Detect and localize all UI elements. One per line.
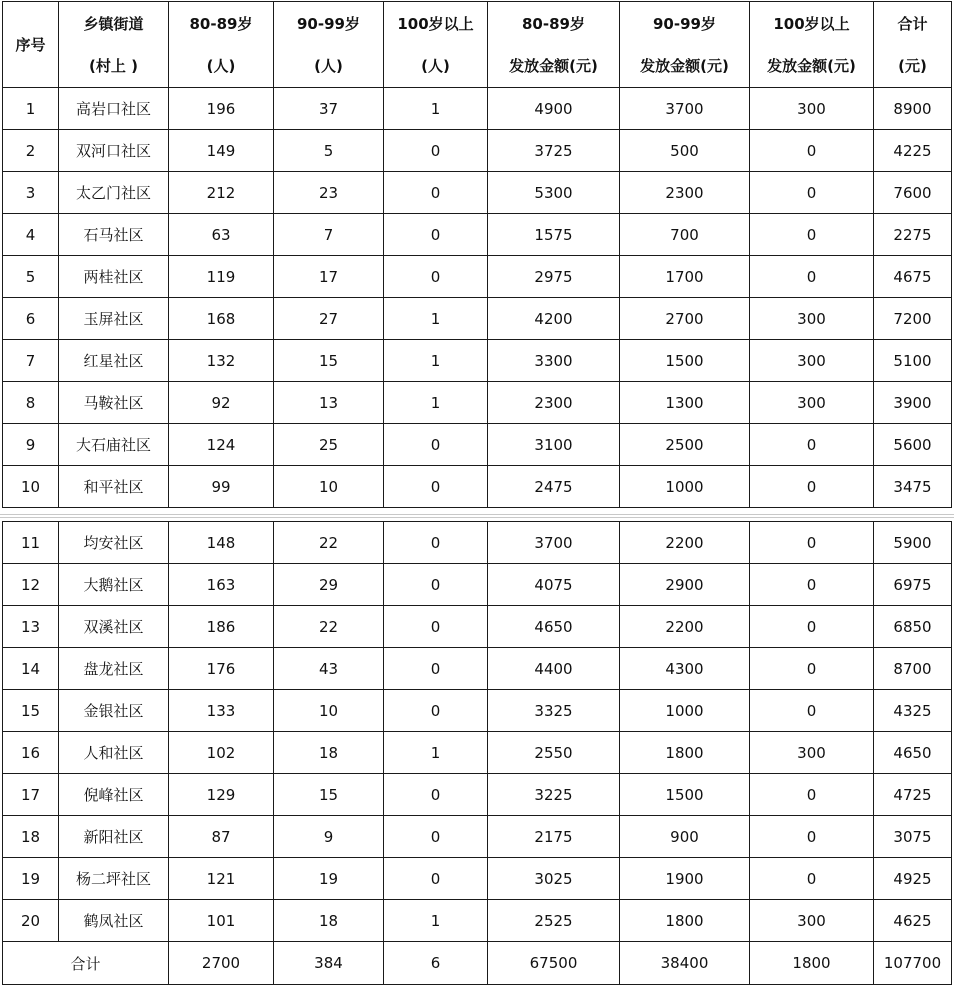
cell-amt80: 5300	[488, 172, 620, 214]
totals-label: 合计	[3, 942, 169, 985]
cell-seq: 16	[3, 732, 59, 774]
cell-seq: 19	[3, 858, 59, 900]
cell-total: 4925	[874, 858, 952, 900]
cell-town: 玉屏社区	[59, 298, 169, 340]
cell-amt80: 2475	[488, 466, 620, 508]
cell-age80: 133	[169, 690, 274, 732]
cell-amt100: 300	[750, 732, 874, 774]
cell-total: 4725	[874, 774, 952, 816]
cell-amt90: 500	[620, 130, 750, 172]
cell-seq: 2	[3, 130, 59, 172]
cell-age90: 22	[274, 522, 384, 564]
cell-amt100: 300	[750, 900, 874, 942]
cell-amt100: 0	[750, 424, 874, 466]
header-town-line2: (村上 )	[89, 56, 138, 75]
table-row	[3, 816, 952, 858]
cell-seq: 4	[3, 214, 59, 256]
cell-seq: 9	[3, 424, 59, 466]
table-row	[3, 214, 952, 256]
cell-age100: 0	[384, 564, 488, 606]
total-sum: 107700	[874, 942, 952, 985]
cell-age80: 119	[169, 256, 274, 298]
cell-amt100: 0	[750, 564, 874, 606]
cell-age90: 29	[274, 564, 384, 606]
table-row	[3, 424, 952, 466]
cell-age90: 19	[274, 858, 384, 900]
cell-amt80: 3325	[488, 690, 620, 732]
cell-age90: 13	[274, 382, 384, 424]
cell-age90: 9	[274, 816, 384, 858]
cell-town: 和平社区	[59, 466, 169, 508]
cell-age90: 10	[274, 690, 384, 732]
cell-age90: 7	[274, 214, 384, 256]
table-row	[3, 382, 952, 424]
cell-amt90: 700	[620, 214, 750, 256]
cell-age80: 132	[169, 340, 274, 382]
cell-amt80: 3700	[488, 522, 620, 564]
cell-town: 大鹅社区	[59, 564, 169, 606]
cell-town: 盘龙社区	[59, 648, 169, 690]
cell-age90: 18	[274, 900, 384, 942]
cell-total: 8700	[874, 648, 952, 690]
cell-age100: 0	[384, 130, 488, 172]
table-row	[3, 606, 952, 648]
cell-age100: 0	[384, 172, 488, 214]
cell-amt90: 1000	[620, 466, 750, 508]
cell-amt100: 0	[750, 816, 874, 858]
cell-total: 4325	[874, 690, 952, 732]
cell-total: 7200	[874, 298, 952, 340]
cell-amt80: 1575	[488, 214, 620, 256]
header-row	[3, 2, 952, 88]
cell-amt100: 0	[750, 172, 874, 214]
cell-total: 7600	[874, 172, 952, 214]
cell-amt90: 1700	[620, 256, 750, 298]
cell-age100: 1	[384, 340, 488, 382]
cell-age80: 186	[169, 606, 274, 648]
header-seq: 序号	[3, 2, 59, 88]
header-amt100-line2: 发放金额(元)	[767, 56, 856, 75]
cell-amt90: 1500	[620, 340, 750, 382]
total-amt100: 1800	[750, 942, 874, 985]
cell-age100: 1	[384, 298, 488, 340]
cell-amt90: 1000	[620, 690, 750, 732]
table-row	[3, 522, 952, 564]
cell-total: 5900	[874, 522, 952, 564]
cell-total: 4625	[874, 900, 952, 942]
cell-total: 3475	[874, 466, 952, 508]
cell-age100: 1	[384, 732, 488, 774]
cell-age80: 196	[169, 88, 274, 130]
cell-age80: 63	[169, 214, 274, 256]
cell-total: 3900	[874, 382, 952, 424]
cell-amt90: 2900	[620, 564, 750, 606]
cell-seq: 18	[3, 816, 59, 858]
cell-amt100: 300	[750, 88, 874, 130]
cell-town: 新阳社区	[59, 816, 169, 858]
cell-amt80: 2175	[488, 816, 620, 858]
cell-amt80: 3100	[488, 424, 620, 466]
cell-age100: 1	[384, 900, 488, 942]
cell-age100: 0	[384, 606, 488, 648]
cell-seq: 11	[3, 522, 59, 564]
cell-town: 石马社区	[59, 214, 169, 256]
cell-amt90: 2300	[620, 172, 750, 214]
cell-seq: 10	[3, 466, 59, 508]
cell-town: 人和社区	[59, 732, 169, 774]
header-amt100-line1: 100岁以上	[773, 14, 850, 33]
cell-age80: 102	[169, 732, 274, 774]
cell-age100: 1	[384, 88, 488, 130]
header-amt90-line2: 发放金额(元)	[640, 56, 729, 75]
cell-age90: 37	[274, 88, 384, 130]
cell-seq: 8	[3, 382, 59, 424]
cell-total: 4650	[874, 732, 952, 774]
cell-total: 4675	[874, 256, 952, 298]
header-total-line2: (元)	[898, 56, 927, 75]
table-row	[3, 256, 952, 298]
cell-seq: 5	[3, 256, 59, 298]
cell-age80: 121	[169, 858, 274, 900]
cell-town: 两桂社区	[59, 256, 169, 298]
cell-amt100: 300	[750, 340, 874, 382]
cell-age100: 0	[384, 466, 488, 508]
cell-amt100: 0	[750, 466, 874, 508]
header-total-line1: 合计	[897, 14, 928, 33]
table-row	[3, 564, 952, 606]
total-age90: 384	[274, 942, 384, 985]
header-amt100	[750, 2, 874, 88]
cell-town: 鹤凤社区	[59, 900, 169, 942]
cell-age80: 99	[169, 466, 274, 508]
cell-age90: 18	[274, 732, 384, 774]
cell-seq: 17	[3, 774, 59, 816]
table-row	[3, 690, 952, 732]
table-row	[3, 774, 952, 816]
cell-town: 双溪社区	[59, 606, 169, 648]
cell-age100: 0	[384, 774, 488, 816]
cell-total: 6975	[874, 564, 952, 606]
totals-row	[3, 942, 952, 985]
header-amt90	[620, 2, 750, 88]
cell-seq: 6	[3, 298, 59, 340]
cell-age80: 149	[169, 130, 274, 172]
cell-age80: 176	[169, 648, 274, 690]
cell-amt90: 2200	[620, 522, 750, 564]
cell-age80: 148	[169, 522, 274, 564]
cell-age90: 25	[274, 424, 384, 466]
header-age90-line2: (人)	[314, 56, 343, 75]
cell-seq: 7	[3, 340, 59, 382]
cell-age80: 92	[169, 382, 274, 424]
header-amt80	[488, 2, 620, 88]
cell-total: 4225	[874, 130, 952, 172]
cell-amt90: 1300	[620, 382, 750, 424]
page-break-divider	[0, 511, 954, 520]
table-row	[3, 88, 952, 130]
table-row	[3, 130, 952, 172]
cell-age100: 0	[384, 214, 488, 256]
header-age100-line1: 100岁以上	[397, 14, 474, 33]
cell-age80: 212	[169, 172, 274, 214]
cell-amt90: 2700	[620, 298, 750, 340]
cell-age90: 5	[274, 130, 384, 172]
cell-amt100: 300	[750, 382, 874, 424]
cell-age100: 0	[384, 648, 488, 690]
cell-town: 红星社区	[59, 340, 169, 382]
cell-amt90: 4300	[620, 648, 750, 690]
cell-town: 双河口社区	[59, 130, 169, 172]
cell-amt90: 900	[620, 816, 750, 858]
header-town	[59, 2, 169, 88]
cell-amt80: 3300	[488, 340, 620, 382]
cell-amt80: 3225	[488, 774, 620, 816]
cell-age80: 129	[169, 774, 274, 816]
header-age100	[384, 2, 488, 88]
header-age90-line1: 90-99岁	[297, 14, 360, 33]
cell-amt90: 1900	[620, 858, 750, 900]
cell-town: 太乙门社区	[59, 172, 169, 214]
table-row	[3, 466, 952, 508]
cell-total: 5600	[874, 424, 952, 466]
cell-age90: 23	[274, 172, 384, 214]
header-age80-line2: (人)	[206, 56, 236, 75]
cell-total: 6850	[874, 606, 952, 648]
cell-age90: 15	[274, 340, 384, 382]
header-town-line1: 乡镇街道	[83, 14, 144, 33]
cell-amt90: 1800	[620, 732, 750, 774]
cell-town: 杨二坪社区	[59, 858, 169, 900]
cell-amt100: 0	[750, 130, 874, 172]
cell-amt100: 0	[750, 648, 874, 690]
cell-amt100: 0	[750, 690, 874, 732]
cell-age90: 43	[274, 648, 384, 690]
cell-total: 8900	[874, 88, 952, 130]
cell-amt80: 3725	[488, 130, 620, 172]
cell-amt80: 2975	[488, 256, 620, 298]
cell-seq: 15	[3, 690, 59, 732]
table-row	[3, 858, 952, 900]
header-amt90-line1: 90-99岁	[653, 14, 716, 33]
cell-age100: 0	[384, 522, 488, 564]
cell-amt80: 3025	[488, 858, 620, 900]
cell-amt90: 2200	[620, 606, 750, 648]
cell-age100: 0	[384, 424, 488, 466]
header-amt80-line2: 发放金额(元)	[509, 56, 598, 75]
cell-total: 3075	[874, 816, 952, 858]
cell-amt80: 4075	[488, 564, 620, 606]
cell-town: 高岩口社区	[59, 88, 169, 130]
cell-town: 金银社区	[59, 690, 169, 732]
cell-amt100: 300	[750, 298, 874, 340]
table-row	[3, 732, 952, 774]
total-amt80: 67500	[488, 942, 620, 985]
cell-amt90: 3700	[620, 88, 750, 130]
table-row	[3, 340, 952, 382]
cell-town: 大石庙社区	[59, 424, 169, 466]
cell-amt100: 0	[750, 858, 874, 900]
cell-seq: 14	[3, 648, 59, 690]
cell-seq: 13	[3, 606, 59, 648]
cell-amt100: 0	[750, 606, 874, 648]
cell-age80: 163	[169, 564, 274, 606]
total-age80: 2700	[169, 942, 274, 985]
cell-seq: 12	[3, 564, 59, 606]
total-amt90: 38400	[620, 942, 750, 985]
cell-amt100: 0	[750, 214, 874, 256]
cell-town: 马鞍社区	[59, 382, 169, 424]
cell-age80: 124	[169, 424, 274, 466]
cell-age90: 27	[274, 298, 384, 340]
cell-age90: 10	[274, 466, 384, 508]
header-age80-line1: 80-89岁	[189, 14, 253, 33]
cell-age100: 0	[384, 256, 488, 298]
cell-amt90: 1800	[620, 900, 750, 942]
cell-amt80: 4900	[488, 88, 620, 130]
cell-amt80: 4200	[488, 298, 620, 340]
table-row	[3, 648, 952, 690]
cell-total: 2275	[874, 214, 952, 256]
cell-amt90: 1500	[620, 774, 750, 816]
cell-age90: 22	[274, 606, 384, 648]
cell-town: 倪峰社区	[59, 774, 169, 816]
cell-age100: 0	[384, 858, 488, 900]
cell-age100: 0	[384, 690, 488, 732]
allowance-table-part-2	[2, 521, 952, 985]
cell-seq: 20	[3, 900, 59, 942]
cell-age90: 15	[274, 774, 384, 816]
header-total	[874, 2, 952, 88]
header-age80	[169, 2, 274, 88]
cell-amt80: 4650	[488, 606, 620, 648]
total-age100: 6	[384, 942, 488, 985]
allowance-table-part-1	[2, 1, 952, 508]
header-amt80-line1: 80-89岁	[522, 14, 585, 33]
cell-total: 5100	[874, 340, 952, 382]
cell-amt100: 0	[750, 522, 874, 564]
cell-age100: 1	[384, 382, 488, 424]
cell-age90: 17	[274, 256, 384, 298]
cell-amt80: 2300	[488, 382, 620, 424]
cell-amt80: 4400	[488, 648, 620, 690]
cell-seq: 3	[3, 172, 59, 214]
cell-age100: 0	[384, 816, 488, 858]
cell-amt80: 2550	[488, 732, 620, 774]
cell-seq: 1	[3, 88, 59, 130]
cell-age80: 87	[169, 816, 274, 858]
cell-town: 均安社区	[59, 522, 169, 564]
table-row	[3, 900, 952, 942]
table-row	[3, 172, 952, 214]
cell-amt80: 2525	[488, 900, 620, 942]
cell-age80: 101	[169, 900, 274, 942]
header-age100-line2: (人)	[421, 56, 450, 75]
cell-amt100: 0	[750, 256, 874, 298]
cell-amt100: 0	[750, 774, 874, 816]
header-age90	[274, 2, 384, 88]
cell-age80: 168	[169, 298, 274, 340]
table-row	[3, 298, 952, 340]
cell-amt90: 2500	[620, 424, 750, 466]
